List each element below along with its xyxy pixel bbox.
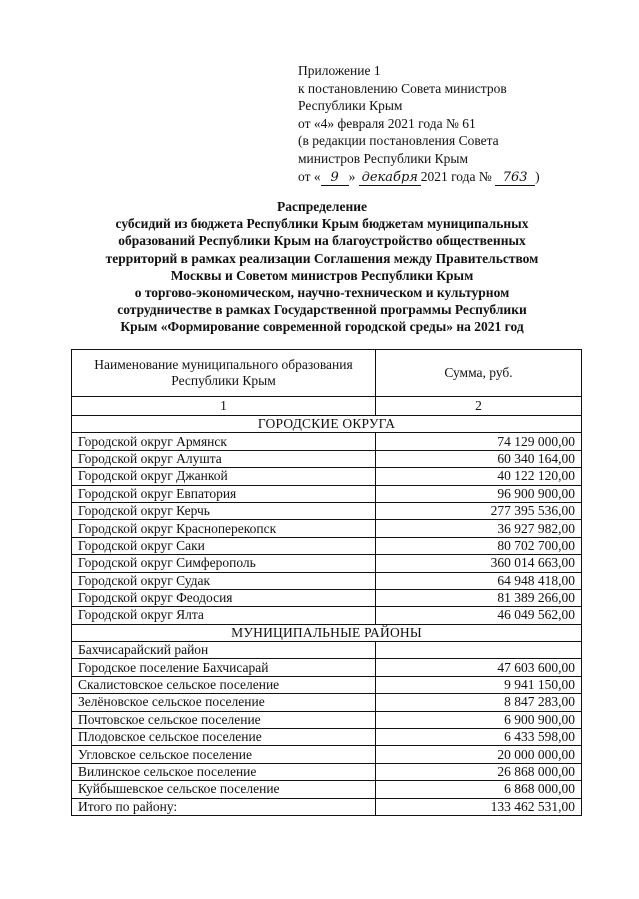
row-name: Городское поселение Бахчисарай bbox=[72, 659, 376, 676]
title-line: о торгово-экономическом, научно-техническом и культурном bbox=[134, 285, 510, 301]
row-amount: 6 868 000,00 bbox=[376, 781, 582, 798]
date-prefix: от « bbox=[298, 168, 321, 184]
row-amount: 64 948 418,00 bbox=[376, 572, 582, 589]
row-amount: 47 603 600,00 bbox=[376, 659, 582, 676]
table-row bbox=[72, 450, 582, 467]
appendix-line: Приложение 1 bbox=[298, 63, 381, 78]
section-title: МУНИЦИПАЛЬНЫЕ РАЙОНЫ bbox=[72, 624, 582, 641]
row-name: Городской округ Судак bbox=[72, 572, 376, 589]
table-row bbox=[72, 520, 582, 537]
total-row bbox=[72, 798, 582, 815]
table-row bbox=[72, 711, 582, 728]
row-name: Городской округ Армянск bbox=[72, 433, 376, 450]
row-amount: 277 395 536,00 bbox=[376, 502, 582, 519]
district-row bbox=[72, 642, 582, 659]
table-row bbox=[72, 676, 582, 693]
column-number-row bbox=[72, 397, 582, 416]
date-year: 2021 года № bbox=[420, 168, 492, 184]
table-row bbox=[72, 781, 582, 798]
district-name: Бахчисарайский район bbox=[72, 642, 376, 659]
appendix-line: к постановлению Совета министров bbox=[298, 80, 507, 96]
section-row-cities bbox=[72, 416, 582, 433]
table-row bbox=[72, 502, 582, 519]
row-amount: 36 927 982,00 bbox=[376, 520, 582, 537]
table-row bbox=[72, 433, 582, 450]
table-row bbox=[72, 659, 582, 676]
row-name: Городской округ Алушта bbox=[72, 450, 376, 467]
row-name: Зелёновское сельское поселение bbox=[72, 694, 376, 711]
section-row-districts bbox=[72, 624, 582, 641]
row-amount: 60 340 164,00 bbox=[376, 450, 582, 467]
row-name: Городской округ Джанкой bbox=[72, 468, 376, 485]
appendix-line: Республики Крым bbox=[298, 98, 403, 114]
row-amount: 96 900 900,00 bbox=[376, 485, 582, 502]
section-title: ГОРОДСКИЕ ОКРУГА bbox=[72, 416, 582, 433]
col-number: 1 bbox=[72, 397, 376, 416]
row-name: Городской округ Керчь bbox=[72, 502, 376, 519]
row-name: Куйбышевское сельское поселение bbox=[72, 781, 376, 798]
appendix-line: (в редакции постановления Совета bbox=[298, 133, 499, 149]
row-amount: 8 847 283,00 bbox=[376, 694, 582, 711]
table-header-row bbox=[72, 350, 582, 397]
row-amount: 81 389 266,00 bbox=[376, 589, 582, 606]
row-amount: 360 014 663,00 bbox=[376, 555, 582, 572]
row-name: Угловское сельское поселение bbox=[72, 746, 376, 763]
row-amount: 6 433 598,00 bbox=[376, 729, 582, 746]
district-amount-empty bbox=[376, 642, 582, 659]
table-row bbox=[72, 589, 582, 606]
row-name: Скалистовское сельское поселение bbox=[72, 676, 376, 693]
table-row bbox=[72, 763, 582, 780]
col-number: 2 bbox=[376, 397, 582, 416]
col-header-amount: Сумма, руб. bbox=[376, 350, 582, 397]
handwritten-month: декабря bbox=[359, 171, 421, 186]
appendix-line: от «4» февраля 2021 года № 61 bbox=[298, 115, 476, 131]
table-row bbox=[72, 555, 582, 572]
title-line: Москвы и Советом министров Республики Крым bbox=[170, 267, 474, 283]
row-amount: 6 900 900,00 bbox=[376, 711, 582, 728]
row-name: Городской округ Евпатория bbox=[72, 485, 376, 502]
row-name: Городской округ Ялта bbox=[72, 607, 376, 624]
title-line: территорий в рамках реализации Соглашения между Правительством bbox=[105, 250, 539, 266]
table-row bbox=[72, 729, 582, 746]
table-row bbox=[72, 607, 582, 624]
appendix-line: министров Республики Крым bbox=[298, 150, 468, 166]
table-row bbox=[72, 572, 582, 589]
title-line: образований Республики Крым на благоустройство общественных bbox=[118, 233, 526, 249]
subsidy-table bbox=[71, 349, 582, 816]
amendment-date-line bbox=[298, 168, 540, 186]
title-line: Распределение bbox=[276, 199, 368, 214]
row-amount: 26 868 000,00 bbox=[376, 763, 582, 780]
table-row bbox=[72, 537, 582, 554]
row-name: Плодовское сельское поселение bbox=[72, 729, 376, 746]
title-line: субсидий из бюджета Республики Крым бюджетам муниципальных bbox=[115, 216, 529, 232]
row-amount: 20 000 000,00 bbox=[376, 746, 582, 763]
document-title bbox=[62, 198, 582, 336]
title-line: Крым «Формирование современной городской среды» на 2021 год bbox=[120, 319, 524, 335]
handwritten-number: 763 bbox=[495, 171, 535, 186]
date-suffix: ) bbox=[535, 168, 540, 184]
row-amount: 40 122 120,00 bbox=[376, 468, 582, 485]
table-row bbox=[72, 485, 582, 502]
row-name: Городской округ Симферополь bbox=[72, 555, 376, 572]
row-name: Вилинское сельское поселение bbox=[72, 763, 376, 780]
row-amount: 9 941 150,00 bbox=[376, 676, 582, 693]
row-name: Городской округ Феодосия bbox=[72, 589, 376, 606]
row-amount: 74 129 000,00 bbox=[376, 433, 582, 450]
title-line: сотрудничестве в рамках Государственной программы Республики bbox=[117, 302, 527, 318]
date-mid: » bbox=[348, 168, 356, 184]
appendix-header bbox=[298, 62, 540, 185]
total-label: Итого по району: bbox=[72, 798, 376, 815]
total-amount: 133 462 531,00 bbox=[376, 798, 582, 815]
row-name: Городской округ Саки bbox=[72, 537, 376, 554]
row-name: Городской округ Красноперекопск bbox=[72, 520, 376, 537]
row-name: Почтовское сельское поселение bbox=[72, 711, 376, 728]
row-amount: 46 049 562,00 bbox=[376, 607, 582, 624]
table-row bbox=[72, 468, 582, 485]
table-row bbox=[72, 694, 582, 711]
table-row bbox=[72, 746, 582, 763]
handwritten-day: 9 bbox=[321, 171, 349, 186]
row-amount: 80 702 700,00 bbox=[376, 537, 582, 554]
col-header-name: Наименование муниципального образования Республики Крым bbox=[72, 350, 376, 397]
